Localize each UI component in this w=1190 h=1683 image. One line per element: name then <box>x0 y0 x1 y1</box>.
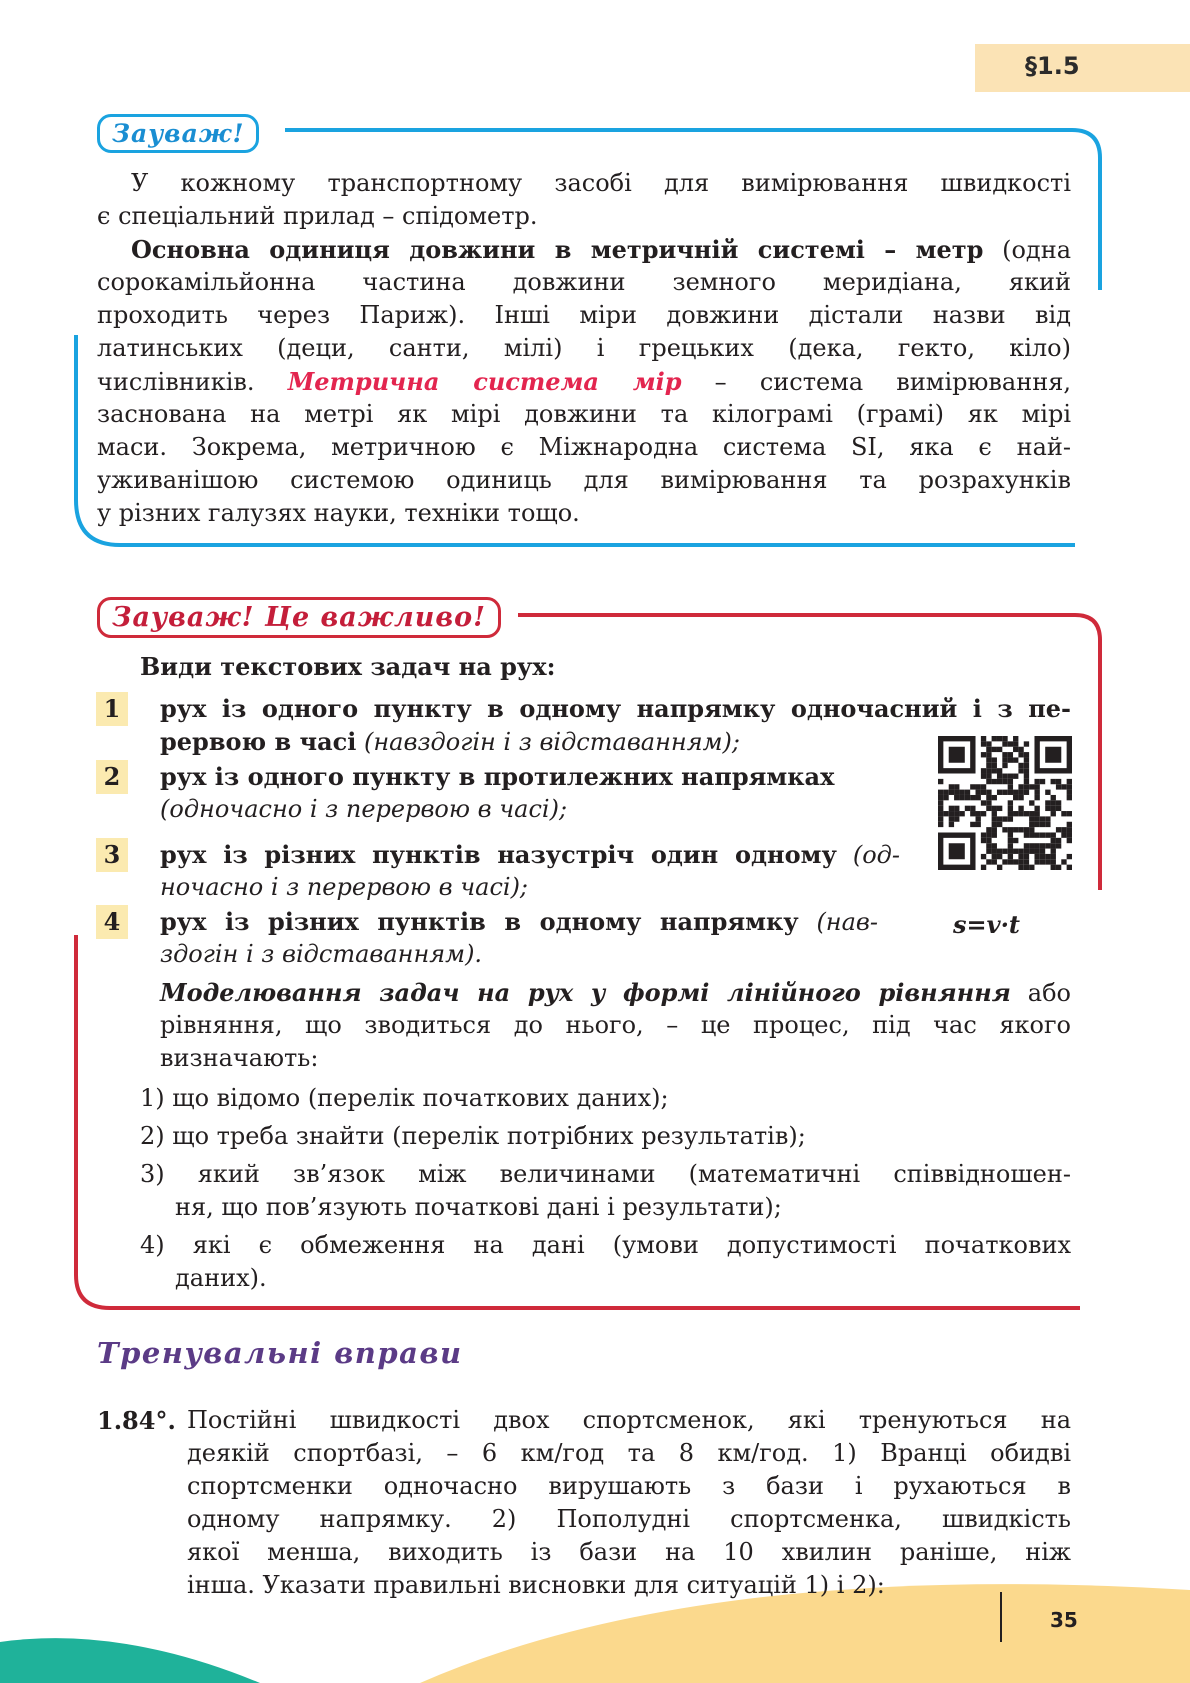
item-2-line-1: рух із одного пункту в протилежних напрямках <box>160 762 835 791</box>
note1-line-1: У кожному транспортному засобі для вимірювання швидкості <box>131 169 1071 197</box>
note1-para2-tail: (одна <box>983 236 1071 264</box>
criteria-item-4-cont: даних). <box>175 1264 267 1292</box>
item-1-line-2 <box>160 725 920 759</box>
exercise-line-3: спортсменки одночасно вирушають з бази і рухаються в <box>187 1472 1071 1500</box>
note1-para2-line-7: маси. Зокрема, метричною є Міжнародна система SI, яка є най- <box>97 433 1071 461</box>
modeling-line-2: рівняння, що зводиться до нього, – це процес, під час якого <box>160 1011 1071 1039</box>
item-3-badge: 3 <box>96 838 128 872</box>
item-3-line-1 <box>160 838 900 872</box>
page-number-divider <box>1000 1592 1002 1642</box>
note1-para2-line-2: сорокамільйонна частина довжини земного меридіана, який <box>97 268 1071 296</box>
exercise-line-6: інша. Указати правильні висновки для ситуацій 1) і 2): <box>187 1571 885 1599</box>
criteria-item-2: 2) що треба знайти (перелік потрібних результатів); <box>140 1122 806 1150</box>
modeling-line-3: визначають: <box>160 1044 319 1072</box>
exercise-line-5: якої менша, виходить із бази на 10 хвилин раніше, ніж <box>187 1538 1071 1566</box>
note1-line5-end: – система вимірювання, <box>681 368 1071 396</box>
qr-code[interactable] <box>938 736 1072 870</box>
item-3-italic: (од- <box>836 841 901 869</box>
item-2-line-2: (одночасно і з перервою в часі); <box>160 795 568 823</box>
exercise-number: 1.84°. <box>97 1406 176 1435</box>
item-4-badge: 4 <box>96 905 128 939</box>
section-tab <box>975 44 1190 92</box>
criteria-item-4: 4) які є обмеження на дані (умови допустимості початкових <box>140 1231 1071 1259</box>
item-3-line-2: ночасно і з перервою в часі); <box>160 873 529 901</box>
note2-heading: Зауваж! Це важливо! <box>97 597 501 638</box>
criteria-item-3-cont: ня, що пов’язують початкові дані і результати); <box>175 1193 782 1221</box>
note1-para2-line-6: заснована на метрі як мірі довжини та кілограмі (грамі) як мірі <box>97 400 1071 428</box>
item-1-italic: (навздогін і з відставанням); <box>356 728 740 756</box>
motion-types-intro: Види текстових задач на рух: <box>140 652 556 681</box>
note1-line-2: є спеціальний прилад – спідометр. <box>97 202 538 230</box>
criteria-item-1: 1) що відомо (перелік початкових даних); <box>140 1084 669 1112</box>
modeling-tail: або <box>1010 979 1071 1007</box>
note1-para2-line-5 <box>97 365 1071 399</box>
item-4-line-2: здогін і з відставанням). <box>160 940 483 968</box>
note1-para2-line-3: проходить через Париж). Інші міри довжини дістали назви від <box>97 301 1071 329</box>
distance-formula: s=v·t <box>953 910 1021 939</box>
item-4-line-1 <box>160 905 878 939</box>
exercises-heading: Тренувальні вправи <box>97 1336 463 1370</box>
exercise-line-2: деякій спортбазі, – 6 км/год та 8 км/год. 1) Вранці обидві <box>187 1439 1071 1467</box>
metric-system-term: Метрична система мір <box>287 367 682 396</box>
bottom-wave-green <box>0 1638 260 1683</box>
exercise-line-1: Постійні швидкості двох спортсменок, які тренуються на <box>187 1406 1071 1434</box>
item-2-badge: 2 <box>96 760 128 794</box>
item-4-bold: рух із різних пунктів в одному напрямку <box>160 907 799 936</box>
section-number: §1.5 <box>1025 52 1080 80</box>
item-3-bold: рух із різних пунктів назустріч один одному <box>160 840 837 869</box>
note1-para2-line-8: уживанішою системою одиниць для вимірювання та розрахунків <box>97 466 1071 494</box>
note1-line5-start: числівників. <box>97 368 288 396</box>
item-1-badge: 1 <box>96 692 128 726</box>
note1-heading: Зауваж! <box>97 114 259 153</box>
criteria-item-3: 3) який зв’язок між величинами (математичні співвідношен- <box>140 1160 1071 1188</box>
page-number: 35 <box>1050 1608 1078 1632</box>
note1-para2-line-9: у різних галузях науки, техніки тощо. <box>97 499 580 527</box>
metre-definition-bold: Основна одиниця довжини в метричній системі – метр <box>131 235 984 264</box>
item-1-bold-tail: рервою в часі <box>160 727 357 756</box>
modeling-line-1 <box>160 976 1071 1010</box>
item-1-line-1: рух із одного пункту в одному напрямку одночасний і з пе- <box>160 694 1071 723</box>
item-4-italic: (нав- <box>798 908 878 936</box>
exercise-line-4: одному напрямку. 2) Пополудні спортсменка, швидкість <box>187 1505 1071 1533</box>
note1-para2-line-1 <box>131 233 1071 267</box>
modeling-term: Моделювання задач на рух у формі лінійного рівняння <box>160 978 1011 1007</box>
note1-para2-line-4: латинських (деци, санти, мілі) і грецьких (дека, гекто, кіло) <box>97 334 1071 362</box>
